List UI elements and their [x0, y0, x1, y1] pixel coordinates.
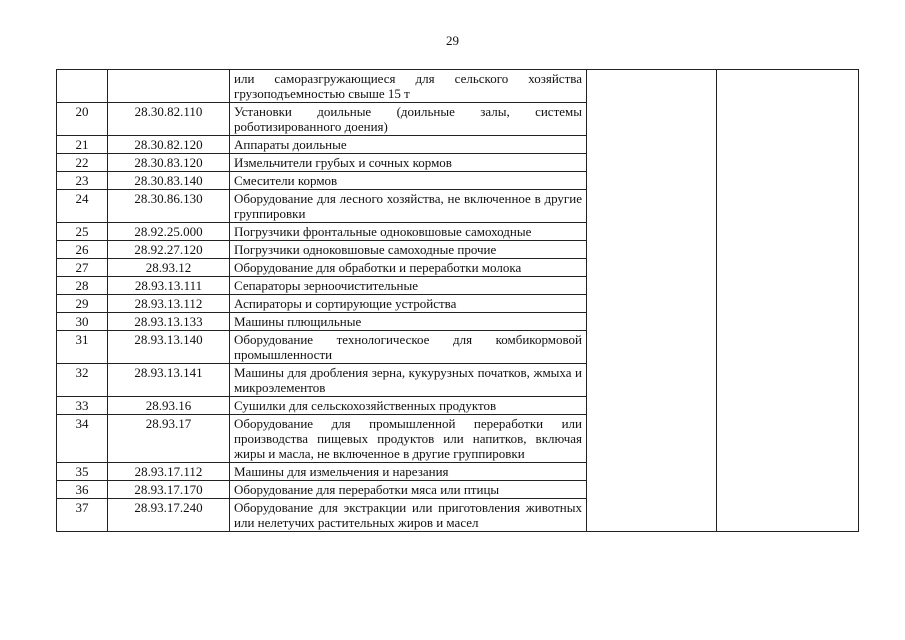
okpd-code-cell: 28.30.86.130	[108, 190, 230, 223]
okpd-code-cell: 28.93.17.170	[108, 481, 230, 499]
row-number-cell: 23	[57, 172, 108, 190]
page-number: 29	[446, 33, 459, 48]
okpd-code-cell	[108, 70, 230, 103]
product-name-cell: Оборудование для экстракции или приготовления животных или нелетучих растительных жиров и масел	[230, 499, 587, 532]
product-name-cell: Аппараты доильные	[230, 136, 587, 154]
product-name-cell: Оборудование для лесного хозяйства, не включенное в другие группировки	[230, 190, 587, 223]
product-name-cell: Аспираторы и сортирующие устройства	[230, 295, 587, 313]
row-number-cell: 33	[57, 397, 108, 415]
row-number-cell	[57, 70, 108, 103]
product-name-cell: Сушилки для сельскохозяйственных продуктов	[230, 397, 587, 415]
row-number-cell: 27	[57, 259, 108, 277]
row-number-cell: 24	[57, 190, 108, 223]
row-number-cell: 29	[57, 295, 108, 313]
empty-cell	[717, 70, 859, 532]
row-number-cell: 37	[57, 499, 108, 532]
product-name-cell: Измельчители грубых и сочных кормов	[230, 154, 587, 172]
okpd-code-cell: 28.93.13.140	[108, 331, 230, 364]
okpd-code-cell: 28.93.12	[108, 259, 230, 277]
empty-cell	[587, 70, 717, 532]
okpd-code-cell: 28.93.13.133	[108, 313, 230, 331]
row-number-cell: 30	[57, 313, 108, 331]
product-name-cell: Оборудование для обработки и переработки молока	[230, 259, 587, 277]
table-body	[57, 70, 859, 532]
product-name-cell: Оборудование технологическое для комбикормовой промышленности	[230, 331, 587, 364]
okpd-code-cell: 28.93.13.112	[108, 295, 230, 313]
product-name-cell: Погрузчики одноковшовые самоходные прочие	[230, 241, 587, 259]
okpd-code-cell: 28.92.27.120	[108, 241, 230, 259]
product-name-cell: Машины плющильные	[230, 313, 587, 331]
row-number-cell: 21	[57, 136, 108, 154]
row-number-cell: 32	[57, 364, 108, 397]
product-name-cell: Смесители кормов	[230, 172, 587, 190]
okpd-code-cell: 28.93.17.240	[108, 499, 230, 532]
row-number-cell: 25	[57, 223, 108, 241]
okpd-code-cell: 28.93.13.111	[108, 277, 230, 295]
row-number-cell: 26	[57, 241, 108, 259]
product-name-cell: Оборудование для промышленной переработки или производства пищевых продуктов или напитков, включая жиры и масла, не включенное в другие группировки	[230, 415, 587, 463]
okpd-code-cell: 28.30.83.120	[108, 154, 230, 172]
product-name-cell: Машины для дробления зерна, кукурузных початков, жмыха и микроэлементов	[230, 364, 587, 397]
row-number-cell: 22	[57, 154, 108, 172]
row-number-cell: 36	[57, 481, 108, 499]
okpd-code-cell: 28.30.83.140	[108, 172, 230, 190]
product-name-cell: или саморазгружающиеся для сельского хозяйства грузоподъемностью свыше 15 т	[230, 70, 587, 103]
table-row	[57, 70, 859, 103]
row-number-cell: 31	[57, 331, 108, 364]
okpd-code-cell: 28.93.16	[108, 397, 230, 415]
okpd-code-cell: 28.93.17	[108, 415, 230, 463]
row-number-cell: 34	[57, 415, 108, 463]
okpd-code-cell: 28.93.17.112	[108, 463, 230, 481]
classification-table	[56, 69, 859, 532]
product-name-cell: Погрузчики фронтальные одноковшовые самоходные	[230, 223, 587, 241]
okpd-code-cell: 28.30.82.110	[108, 103, 230, 136]
row-number-cell: 35	[57, 463, 108, 481]
product-name-cell: Сепараторы зерноочистительные	[230, 277, 587, 295]
product-name-cell: Машины для измельчения и нарезания	[230, 463, 587, 481]
product-name-cell: Оборудование для переработки мяса или птицы	[230, 481, 587, 499]
row-number-cell: 20	[57, 103, 108, 136]
product-name-cell: Установки доильные (доильные залы, системы роботизированного доения)	[230, 103, 587, 136]
okpd-code-cell: 28.30.82.120	[108, 136, 230, 154]
okpd-code-cell: 28.93.13.141	[108, 364, 230, 397]
row-number-cell: 28	[57, 277, 108, 295]
okpd-code-cell: 28.92.25.000	[108, 223, 230, 241]
